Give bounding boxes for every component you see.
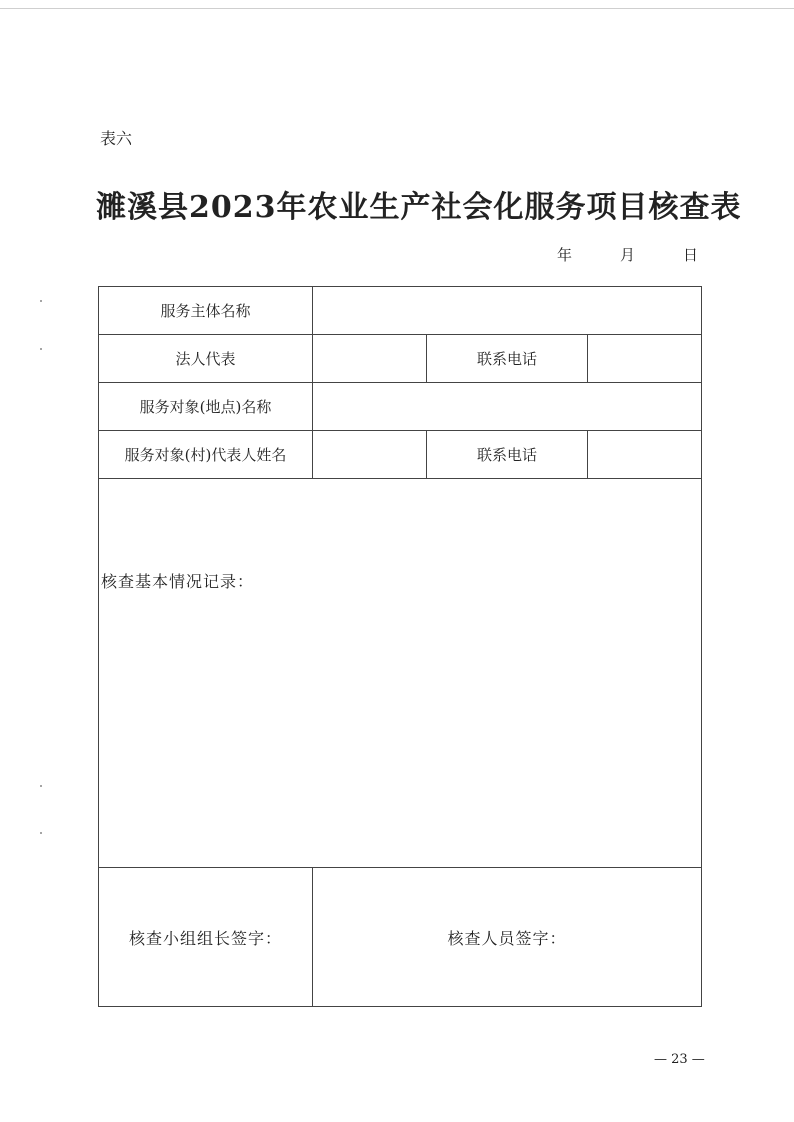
- date-year-label: 年: [557, 246, 573, 264]
- page-number: — 23 —: [654, 1052, 705, 1067]
- scan-speck: [40, 785, 42, 787]
- service-target-location-field[interactable]: [312, 382, 702, 431]
- inspection-record-label: 核查基本情况记录：: [101, 572, 255, 591]
- scan-speck: [40, 348, 42, 350]
- staff-signature-label: 核查人员签字：: [447, 928, 567, 948]
- service-entity-name-field[interactable]: [312, 286, 702, 335]
- phone-field-1[interactable]: [587, 334, 702, 383]
- phone-label-2: 联系电话: [426, 430, 588, 479]
- scan-speck: [40, 832, 42, 834]
- village-rep-field[interactable]: [312, 430, 427, 479]
- table-label: 表六: [100, 129, 133, 148]
- scan-speck: [40, 300, 42, 302]
- inspection-form-table: [98, 286, 702, 1007]
- service-entity-name-label: 服务主体名称: [98, 286, 313, 335]
- staff-signature-area[interactable]: [312, 867, 702, 1007]
- phone-label-1: 联系电话: [426, 334, 588, 383]
- phone-field-2[interactable]: [587, 430, 702, 479]
- document-title: 濉溪县2023年农业生产社会化服务项目核查表: [96, 190, 742, 225]
- scan-edge-line: [0, 8, 794, 9]
- village-rep-label: 服务对象(村)代表人姓名: [98, 430, 313, 479]
- legal-rep-label: 法人代表: [98, 334, 313, 383]
- service-target-location-label: 服务对象(地点)名称: [98, 382, 313, 431]
- legal-rep-field[interactable]: [312, 334, 427, 383]
- date-day-label: 日: [683, 246, 699, 264]
- inspection-record-area[interactable]: [98, 478, 702, 868]
- date-month-label: 月: [620, 246, 636, 264]
- leader-signature-label: 核查小组组长签字：: [128, 928, 282, 948]
- leader-signature-area[interactable]: [98, 867, 313, 1007]
